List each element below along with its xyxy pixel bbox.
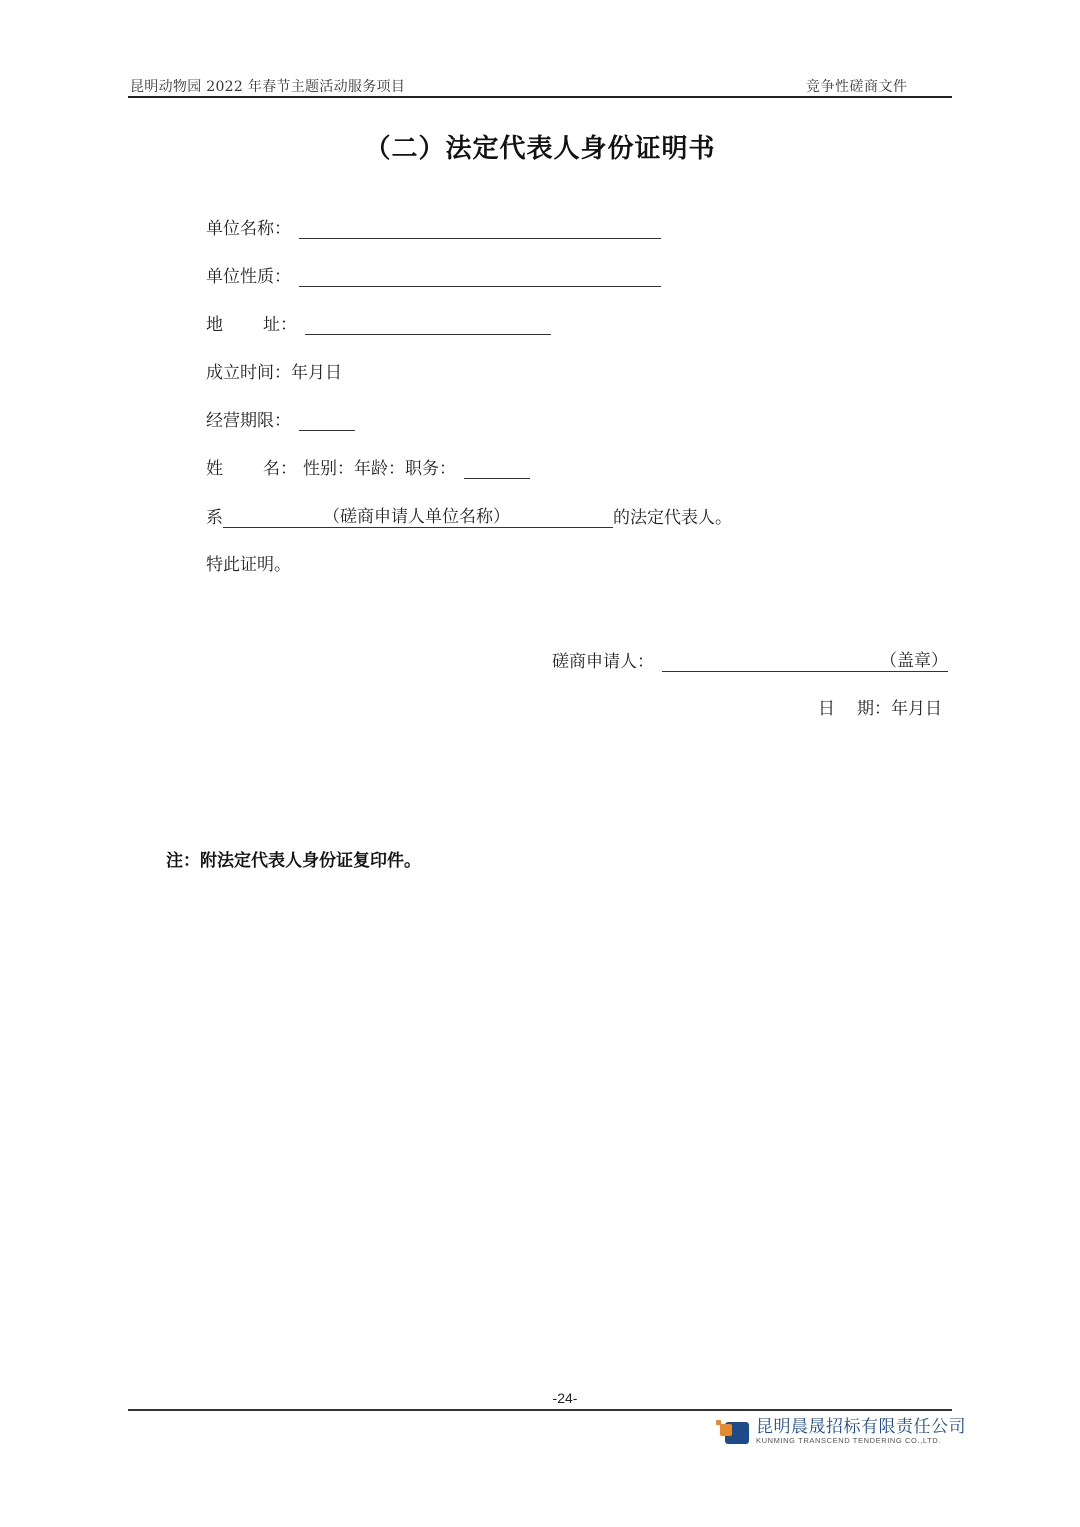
- date-value: 年月日: [891, 699, 942, 719]
- relation-prefix: 系: [206, 508, 223, 528]
- founded-label: 成立时间：: [206, 363, 291, 383]
- age-label: 年龄：: [354, 459, 405, 479]
- signature-applicant: [552, 646, 948, 672]
- field-relation: [206, 502, 732, 528]
- relation-suffix: 的法定代表人。: [613, 508, 732, 528]
- term-blank[interactable]: [299, 412, 355, 431]
- founded-value: 年月日: [291, 363, 342, 383]
- unit-nature-blank[interactable]: [299, 268, 661, 287]
- header-project-title: 昆明动物园 2022 年春节主题活动服务项目: [130, 79, 406, 95]
- attachment-note: 注：附法定代表人身份证复印件。: [166, 851, 421, 871]
- page-title: （二）法定代表人身份证明书: [364, 134, 716, 164]
- unit-name-blank[interactable]: [299, 220, 661, 239]
- relation-placeholder: （磋商申请人单位名称）: [323, 507, 510, 527]
- company-name-cn: 昆明晨晟招标有限责任公司: [756, 1417, 966, 1437]
- person-blank[interactable]: [464, 460, 530, 479]
- unit-nature-label: 单位性质：: [206, 267, 291, 287]
- term-label: 经营期限：: [206, 411, 291, 431]
- gender-label: 性别：: [303, 459, 354, 479]
- field-address: [206, 310, 551, 335]
- certify-statement: [206, 550, 291, 575]
- certify-text: 特此证明。: [206, 555, 291, 575]
- field-founded: [206, 358, 342, 383]
- field-term: [206, 406, 355, 431]
- applicant-label: 磋商申请人：: [552, 652, 654, 672]
- footer-divider: [128, 1409, 952, 1411]
- company-name-en: KUNMING TRANSCEND TENDERING CO.,LTD.: [756, 1436, 941, 1445]
- address-blank[interactable]: [305, 316, 551, 335]
- company-logo-icon: [716, 1418, 750, 1446]
- company-logo: [716, 1418, 966, 1446]
- signature-date: [818, 694, 942, 719]
- header-divider: [128, 96, 952, 98]
- applicant-blank[interactable]: [662, 646, 948, 672]
- field-unit-name: [206, 214, 661, 239]
- header-document-type: 竞争性磋商文件: [806, 79, 908, 95]
- date-label-b: 期：: [857, 699, 891, 719]
- person-label-b: 名：: [263, 459, 297, 479]
- address-label-a: 地: [206, 315, 223, 335]
- position-label: 职务：: [405, 459, 456, 479]
- person-label-a: 姓: [206, 459, 223, 479]
- seal-text: （盖章）: [880, 651, 948, 671]
- unit-name-label: 单位名称：: [206, 219, 291, 239]
- address-label-b: 址：: [263, 315, 297, 335]
- relation-blank[interactable]: [223, 502, 613, 528]
- field-unit-nature: [206, 262, 661, 287]
- date-label-a: 日: [818, 699, 835, 719]
- page-number: -24-: [552, 1390, 578, 1406]
- field-person: [206, 454, 530, 479]
